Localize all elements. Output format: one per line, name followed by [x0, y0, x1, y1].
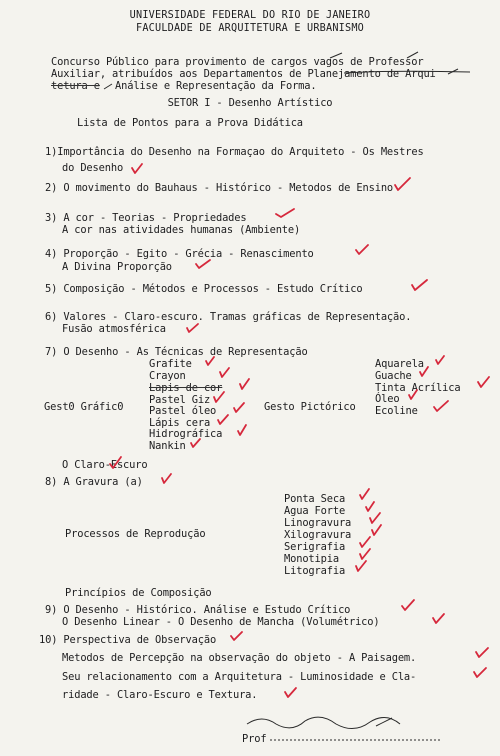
check-icon: [395, 178, 410, 190]
signature-label: Prof: [242, 733, 267, 745]
check-icon: [238, 425, 246, 435]
item-6-line-1: 6) Valores - Claro-escuro. Tramas gráficas de Representação.: [45, 311, 412, 323]
check-icon: [162, 474, 171, 483]
check-icon: [360, 537, 370, 547]
faculty-name: FACULDADE DE ARQUITETURA E URBANISMO: [135, 23, 364, 34]
intro-line-3b: Análise e Representação da Forma.: [115, 80, 317, 92]
reproducao-item: Linogravura: [284, 517, 352, 529]
check-icon: [206, 357, 214, 365]
check-icon: [240, 379, 249, 389]
item-8: 8) A Gravura (a): [45, 476, 143, 488]
check-icon: [412, 280, 427, 290]
check-icon: [434, 401, 448, 411]
check-icon: [402, 600, 414, 610]
intro-line-3a: tetura e: [51, 80, 100, 92]
reproducao-item: Xilogravura: [284, 529, 352, 541]
item-1-line-1: 1)Importância do Desenho na Formaçao do Arquiteto - Os Mestres: [45, 146, 424, 158]
pictorico-item: Óleo: [375, 393, 400, 405]
check-icon: [433, 614, 444, 623]
check-icon: [231, 632, 242, 640]
item-4-line-1: 4) Proporção - Egito - Grécia - Renascimento: [45, 248, 314, 260]
pictorico-item: Tinta Acrílica: [375, 382, 461, 394]
check-icon: [285, 688, 296, 697]
check-icon: [436, 356, 444, 364]
item-9-line-2: O Desenho Linear - O Desenho de Mancha (Volumétrico): [62, 616, 380, 628]
list-title: Lista de Pontos para a Prova Didática: [77, 117, 303, 129]
item-6-line-2: Fusão atmosférica: [62, 323, 166, 335]
item-10-line-4: ridade - Claro-Escuro e Textura.: [62, 689, 258, 701]
gesto-pictorico-label: Gesto Pictórico: [264, 401, 356, 413]
item-10: 10) Perspectiva de Observação: [39, 634, 217, 646]
reproducao-item: Litografia: [284, 565, 346, 577]
item-1-line-2: do Desenho: [62, 162, 124, 174]
university-name: UNIVERSIDADE FEDERAL DO RIO DE JANEIRO: [129, 10, 371, 21]
reproducao-item: Serigrafia: [284, 541, 346, 553]
intro-line-1: Concurso Público para provimento de cargos vagos de Professor: [51, 56, 424, 68]
check-icon: [360, 549, 370, 559]
grafico-item: Crayon: [149, 370, 186, 382]
reproducao-item: Agua Forte: [284, 505, 346, 517]
item-9-line-1: 9) O Desenho - Histórico. Análise e Estudo Crítico: [45, 604, 351, 616]
reproducao-item: Monotipia: [284, 553, 339, 565]
check-icon: [214, 392, 224, 402]
pictorico-item: Aquarela: [375, 358, 424, 370]
check-icon: [132, 164, 142, 173]
pictorico-item: Ecoline: [375, 405, 418, 417]
check-icon: [187, 324, 198, 332]
grafico-item: Lapis de cor: [149, 382, 223, 394]
check-icon: [196, 260, 210, 268]
check-icon: [234, 403, 244, 412]
grafico-item: Pastel óleo: [149, 405, 217, 417]
grafico-item: Pastel Giz: [149, 394, 211, 406]
check-icon: [420, 367, 428, 376]
item-10-line-3: Seu relacionamento com a Arquitetura - Luminosidade e Cla-: [62, 671, 417, 683]
grafico-item: Nankin: [149, 440, 186, 452]
processos-label: Processos de Reprodução: [65, 528, 206, 540]
check-icon: [360, 489, 369, 499]
check-icon: [478, 377, 489, 387]
item-10-line-2: Metodos de Percepção na observação do objeto - A Paisagem.: [62, 652, 417, 664]
grafico-item: Grafite: [149, 358, 192, 370]
grafico-item: Lápis cera: [149, 417, 211, 429]
check-icon: [370, 513, 380, 523]
gesto-grafico-label: Gest0 Gráfic0: [44, 401, 124, 413]
check-icon: [191, 439, 200, 447]
check-icon: [220, 368, 229, 377]
check-icon: [110, 457, 121, 468]
item-3-line-1: 3) A cor - Teorias - Propriedades: [45, 212, 247, 224]
item-3-line-2: A cor nas atividades humanas (Ambiente): [62, 224, 301, 236]
check-icon: [218, 415, 228, 424]
check-icon: [276, 209, 294, 217]
principios-composicao: Princípios de Composição: [65, 587, 212, 599]
item-4-line-2: A Divina Proporção: [62, 261, 172, 273]
pictorico-item: Guache: [375, 370, 412, 382]
check-icon: [409, 390, 417, 399]
item-2: 2) O movimento do Bauhaus - Histórico - Metodos de Ensino: [45, 182, 394, 194]
intro-line-2: Auxiliar, atribuídos aos Departamentos de Planejamento de Arqui: [51, 68, 436, 80]
reproducao-item: Ponta Seca: [284, 493, 346, 505]
sector-title: SETOR I - Desenho Artístico: [167, 97, 333, 109]
item-7: 7) O Desenho - As Técnicas de Representação: [45, 346, 308, 358]
check-icon: [356, 245, 368, 254]
check-icon: [372, 525, 381, 535]
check-icon: [366, 502, 374, 511]
claro-escuro: O Claro-Escuro: [62, 459, 148, 471]
check-icon: [474, 668, 486, 677]
item-5: 5) Composição - Métodos e Processos - Estudo Crítico: [45, 283, 363, 295]
check-icon: [356, 561, 366, 571]
grafico-item: Hidrográfica: [149, 428, 223, 440]
check-icon: [476, 648, 488, 657]
